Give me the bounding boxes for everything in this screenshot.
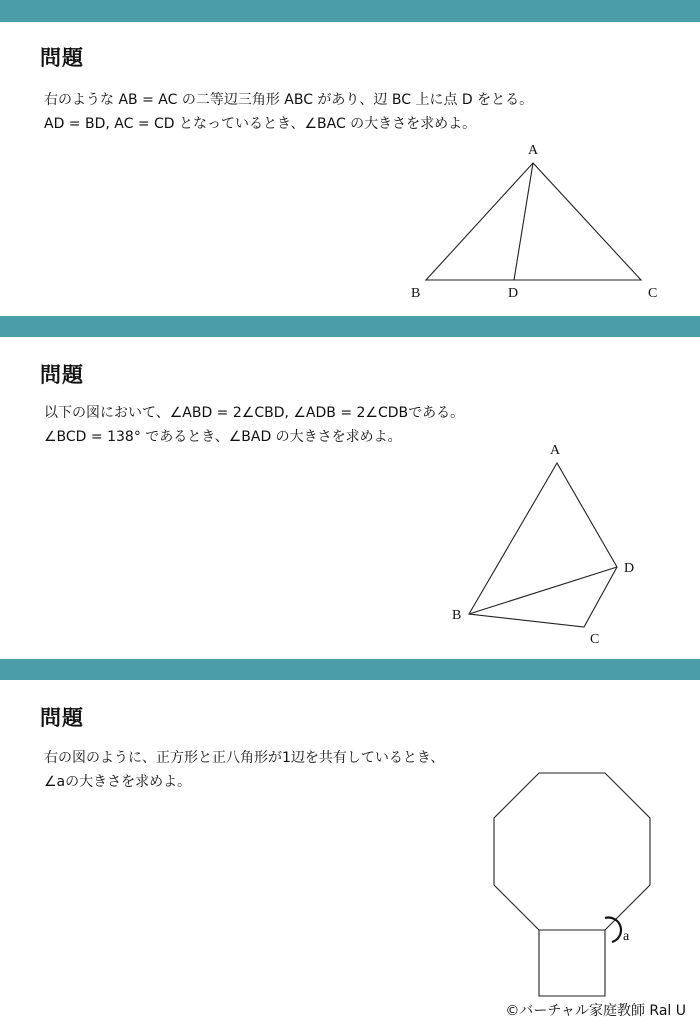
label-c: C: [648, 286, 658, 301]
problem-text-line: ∠aの大きさを求めよ。: [44, 774, 192, 790]
problem-text-line: ∠BCD = 138° であるとき、∠BAD の大きさを求めよ。: [44, 429, 402, 445]
problem-heading: 問題: [40, 706, 84, 730]
problem-text-line: 右のような AB = AC の二等辺三角形 ABC があり、辺 BC 上に点 D をとる。: [44, 92, 534, 108]
problem-3: [0, 680, 700, 1024]
isosceles-triangle-figure: [0, 22, 700, 316]
problem-heading: 問題: [40, 46, 84, 70]
label-angle-a: a: [623, 929, 630, 944]
square: [539, 930, 605, 996]
problem-text-line: 以下の図において、∠ABD = 2∠CBD, ∠ADB = 2∠CDBである。: [44, 405, 465, 421]
label-b: B: [411, 286, 421, 301]
quadrilateral-abcd: [469, 463, 617, 627]
label-d: D: [508, 286, 519, 301]
label-c: C: [590, 632, 600, 647]
label-a: A: [528, 143, 539, 158]
copyright-credit: ©バーチャル家庭教師 Ral U: [505, 1003, 686, 1019]
label-a: A: [550, 443, 561, 458]
label-d: D: [624, 561, 635, 576]
label-b: B: [452, 608, 462, 623]
problem-1: [0, 22, 700, 316]
problem-heading: 問題: [40, 363, 84, 387]
divider-band: [0, 659, 700, 680]
problem-2: [0, 337, 700, 659]
problem-text-line: 右の図のように、正方形と正八角形が1辺を共有しているとき、: [44, 750, 445, 766]
quadrilateral-figure: [0, 337, 700, 659]
angle-a-arc: [605, 918, 621, 943]
problem-text-line: AD = BD, AC = CD となっているとき、∠BAC の大きさを求めよ。: [44, 116, 477, 132]
triangle-abc: [426, 163, 641, 280]
regular-octagon: [494, 773, 650, 930]
divider-band: [0, 316, 700, 337]
octagon-square-figure: [0, 680, 700, 1024]
top-band: [0, 0, 700, 22]
